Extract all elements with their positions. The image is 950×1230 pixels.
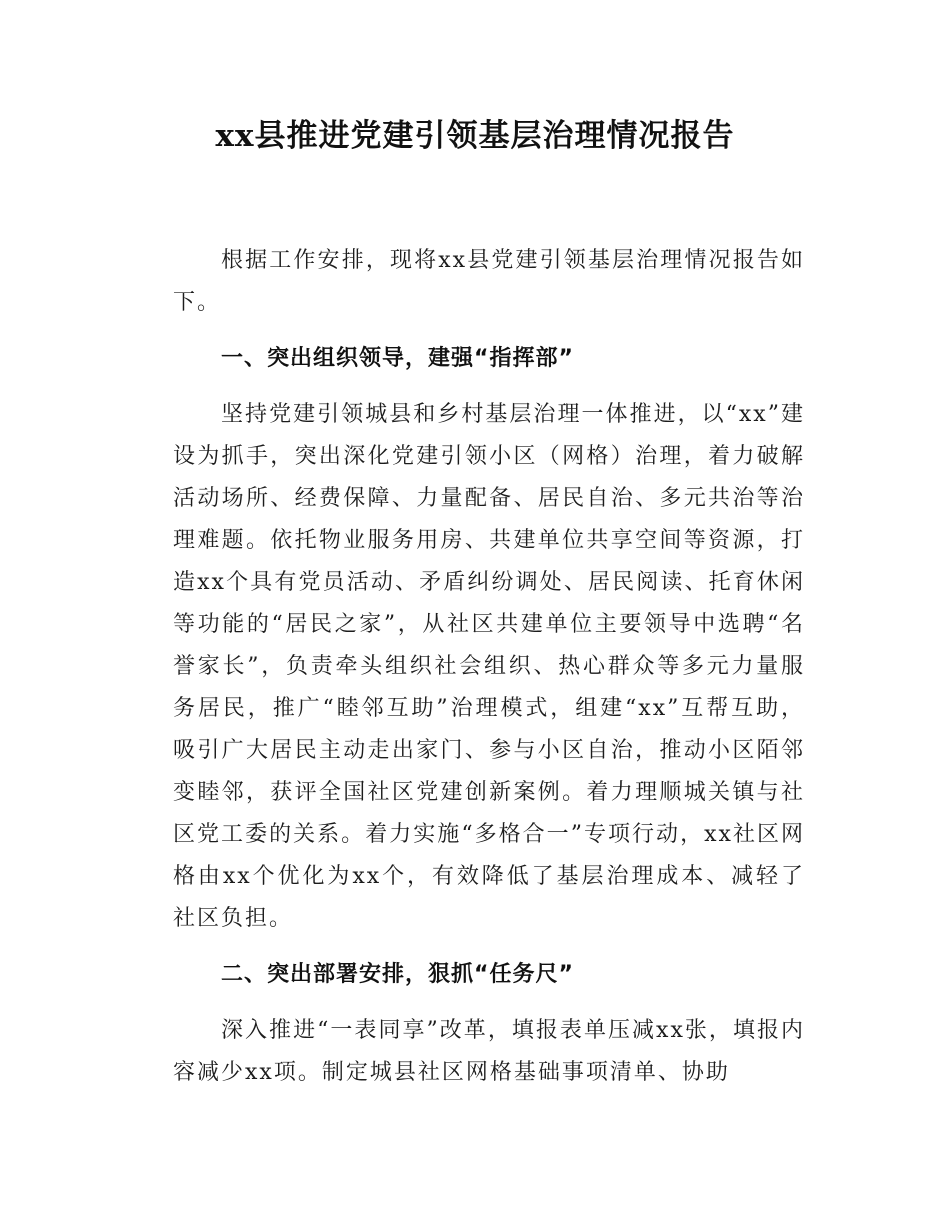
section-1-heading: 一、突出组织领导，建强“指挥部” [221,346,574,371]
section-2-paragraph: 深入推进“一表同享”改革，填报表单压减xx张，填报内容减少xx项。制定城县社区网格基础事项清单、协助 [173,1018,805,1085]
section-1-paragraph: 坚持党建引领城县和乡村基层治理一体推进，以“xx”建设为抓手，突出深化党建引领小区（网格）治理，着力破解活动场所、经费保障、力量配备、居民自治、多元共治等治理难题。依托物业服务用房、共建单位共享空间等资源，打造xx个具有党员活动、矛盾纠纷调处、居民阅读、托育休闲等功能的“居民之家”，从社区共建单位主要领导中选聘“名誉家长”，负责牵头组织社会组织、热心群众等多元力量服务居民，推广“睦邻互助”治理模式，组建“xx”互帮互助，吸引广大居民主动走出家门、参与小区自治，推动小区陌邻变睦邻，获评全国社区党建创新案例。着力理顺城关镇与社区党工委的关系。着力实施“多格合一”专项行动，xx社区网格由xx个优化为xx个，有效降低了基层治理成本、减轻了社区负担。 [173,402,805,931]
intro-paragraph: 根据工作安排，现将xx县党建引领基层治理情况报告如下。 [173,248,805,315]
document-body [173,240,805,1094]
section-2-heading: 二、突出部署安排，狠抓“任务尺” [221,962,574,987]
document-title: xx县推进党建引领基层治理情况报告 [215,118,735,154]
